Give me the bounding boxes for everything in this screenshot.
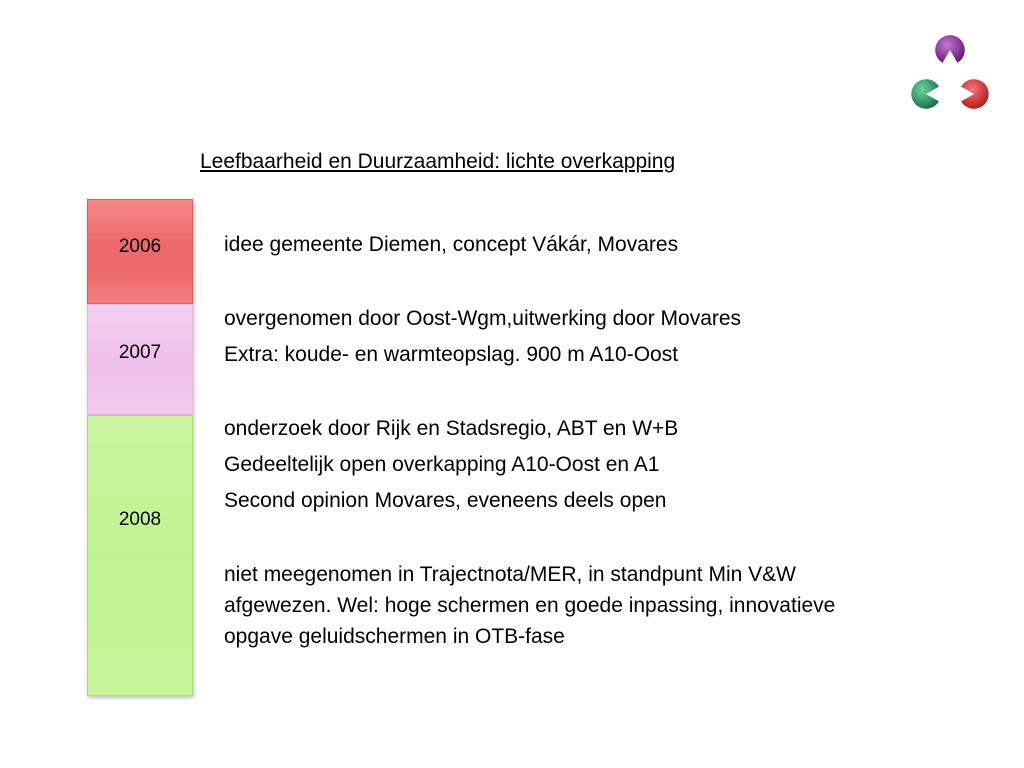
text-line-2007-2: Extra: koude- en warmteopslag. 900 m A10-Oost [224, 343, 679, 366]
timeline-block-2008 [87, 415, 193, 696]
slide-title: Leefbaarheid en Duurzaamheid: lichte overkapping [200, 150, 676, 173]
logo-purple-shape [935, 35, 965, 63]
logo-green-shape [911, 79, 939, 109]
timeline [87, 199, 193, 696]
text-line-2008-3: Second opinion Movares, eveneens deels open [224, 489, 667, 512]
text-line-conclusion-1: niet meegenomen in Trajectnota/MER, in standpunt Min V&W [224, 563, 796, 586]
year-label: 2007 [118, 342, 162, 363]
text-line-2006: idee gemeente Diemen, concept Vákár, Movares [224, 233, 679, 256]
text-line-2007-1: overgenomen door Oost-Wgm,uitwerking door Movares [224, 307, 742, 330]
timeline-block-2006 [87, 199, 193, 304]
logo-icon [905, 30, 1005, 120]
year-label: 2008 [118, 509, 162, 530]
timeline-block-2007 [87, 304, 193, 415]
text-line-2008-2: Gedeeltelijk open overkapping A10-Oost en A1 [224, 453, 660, 476]
text-line-conclusion-3: opgave geluidschermen in OTB-fase [224, 625, 565, 648]
text-line-conclusion-2: afgewezen. Wel: hoge schermen en goede inpassing, innovatieve [224, 594, 836, 617]
year-label: 2006 [118, 236, 162, 257]
logo-red-shape [961, 79, 989, 109]
text-line-2008-1: onderzoek door Rijk en Stadsregio, ABT en W+B [224, 417, 679, 440]
